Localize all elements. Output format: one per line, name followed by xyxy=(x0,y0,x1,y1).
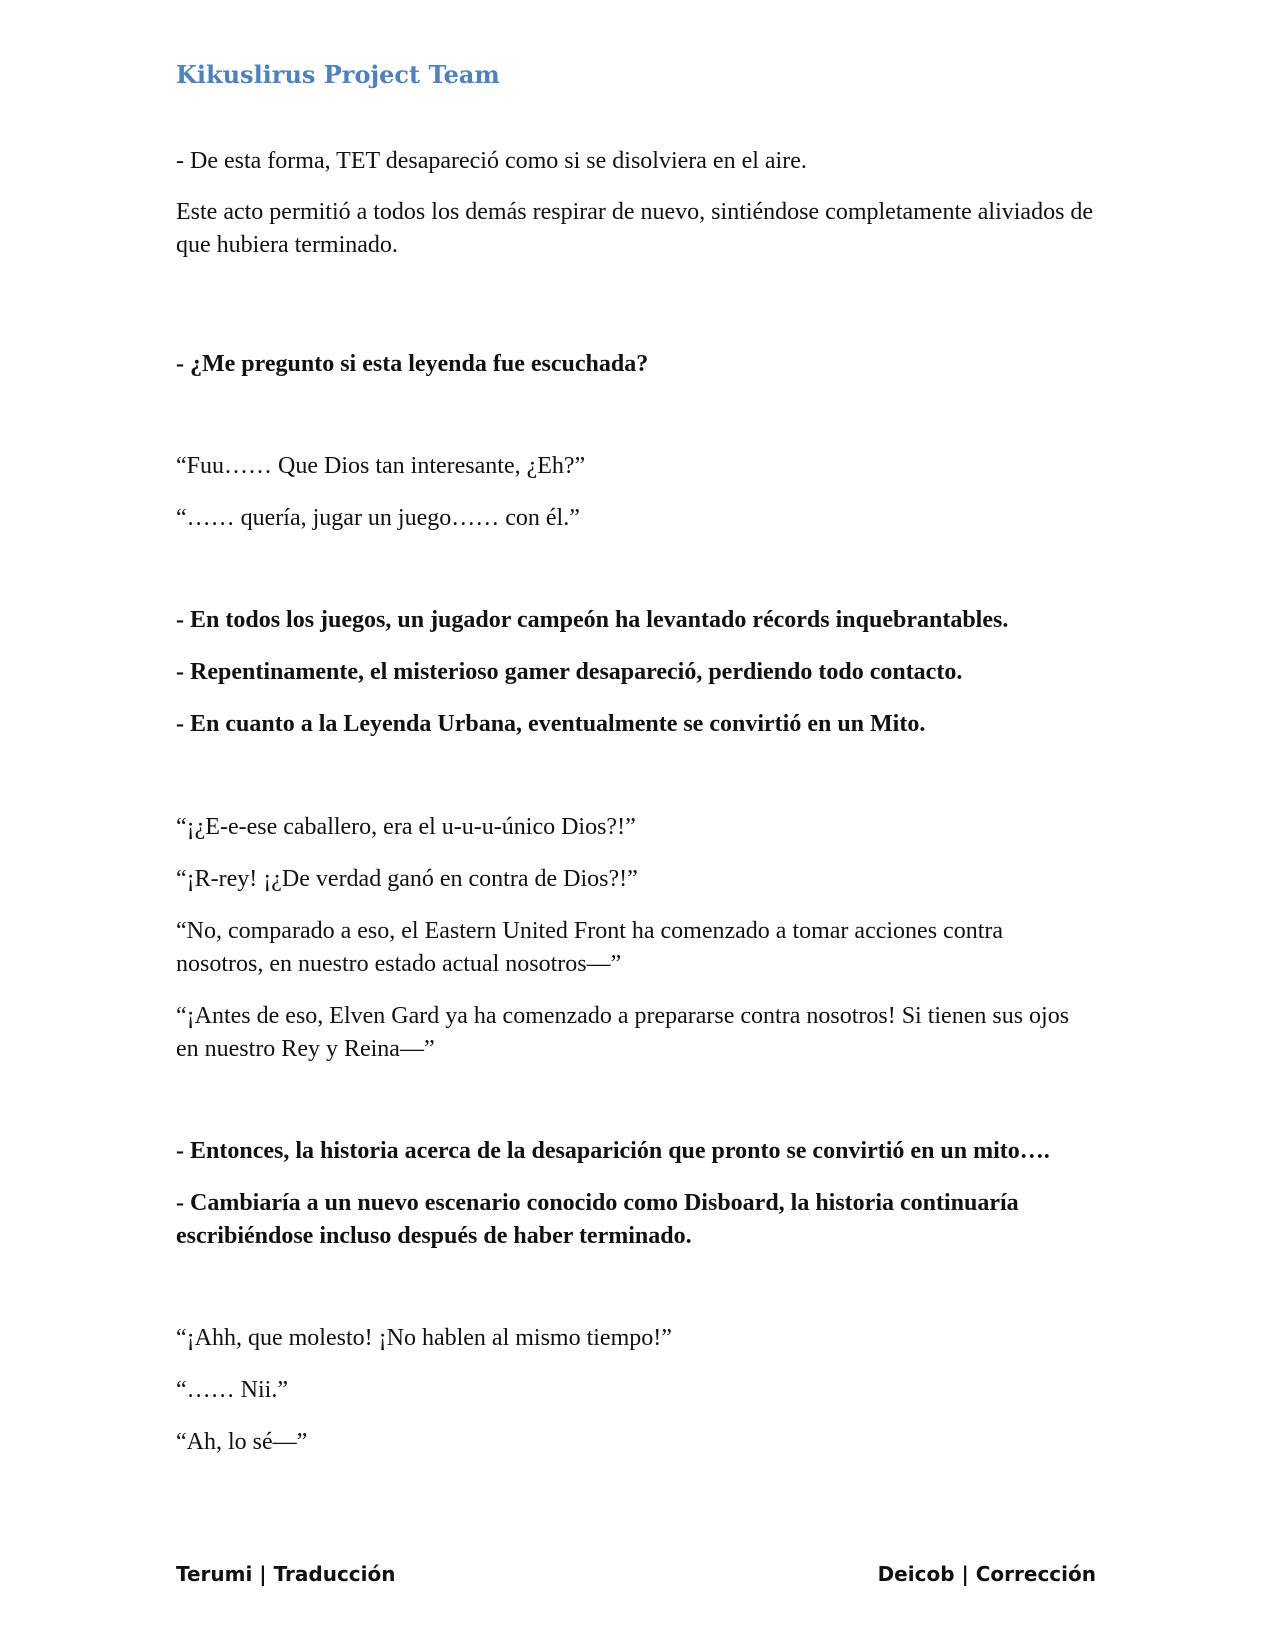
paragraph-1: - De esta forma, TET desapareció como si se disolviera en el aire. xyxy=(176,148,807,174)
page-footer xyxy=(176,1562,1096,1586)
paragraph-7: - Repentinamente, el misterioso gamer desapareció, perdiendo todo contacto. xyxy=(176,659,963,685)
paragraph-2: Este acto permitió a todos los demás respirar de nuevo, sintiéndose completamente aliviados de que hubiera terminado. xyxy=(176,199,1094,258)
document-body xyxy=(176,145,1096,1459)
paragraph-10: “¡R-rey! ¡¿De verdad ganó en contra de Dios?!” xyxy=(176,866,638,892)
header-title: Kikuslirus Project Team xyxy=(176,60,500,89)
paragraph-8: - En cuanto a la Leyenda Urbana, eventualmente se convirtió en un Mito. xyxy=(176,711,926,737)
footer-translator: Terumi | Traducción xyxy=(176,1562,396,1586)
paragraph-13: - Entonces, la historia acerca de la desaparición que pronto se convirtió en un mito…. xyxy=(176,1138,1050,1164)
footer-proofreader: Deicob | Corrección xyxy=(877,1562,1096,1586)
paragraph-9: “¡¿E-e-ese caballero, era el u-u-u-único Dios?!” xyxy=(176,814,636,840)
paragraph-14: - Cambiaría a un nuevo escenario conocido como Disboard, la historia continuaría escribiéndose incluso después de haber terminado. xyxy=(176,1190,1019,1249)
paragraph-3: - ¿Me pregunto si esta leyenda fue escuchada? xyxy=(176,351,649,377)
paragraph-16: “…… Nii.” xyxy=(176,1377,288,1403)
paragraph-5: “…… quería, jugar un juego…… con él.” xyxy=(176,505,580,531)
paragraph-6: - En todos los juegos, un jugador campeón ha levantado récords inquebrantables. xyxy=(176,607,1009,633)
paragraph-12: “¡Antes de eso, Elven Gard ya ha comenzado a prepararse contra nosotros! Si tienen sus ojos en nuestro Rey y Reina—” xyxy=(176,1003,1070,1062)
paragraph-11: “No, comparado a eso, el Eastern United Front ha comenzado a tomar acciones contra nosotros, en nuestro estado actual nosotros—” xyxy=(176,918,1004,977)
paragraph-15: “¡Ahh, que molesto! ¡No hablen al mismo tiempo!” xyxy=(176,1325,672,1351)
paragraph-17: “Ah, lo sé—” xyxy=(176,1429,308,1455)
paragraph-4: “Fuu…… Que Dios tan interesante, ¿Eh?” xyxy=(176,453,586,479)
